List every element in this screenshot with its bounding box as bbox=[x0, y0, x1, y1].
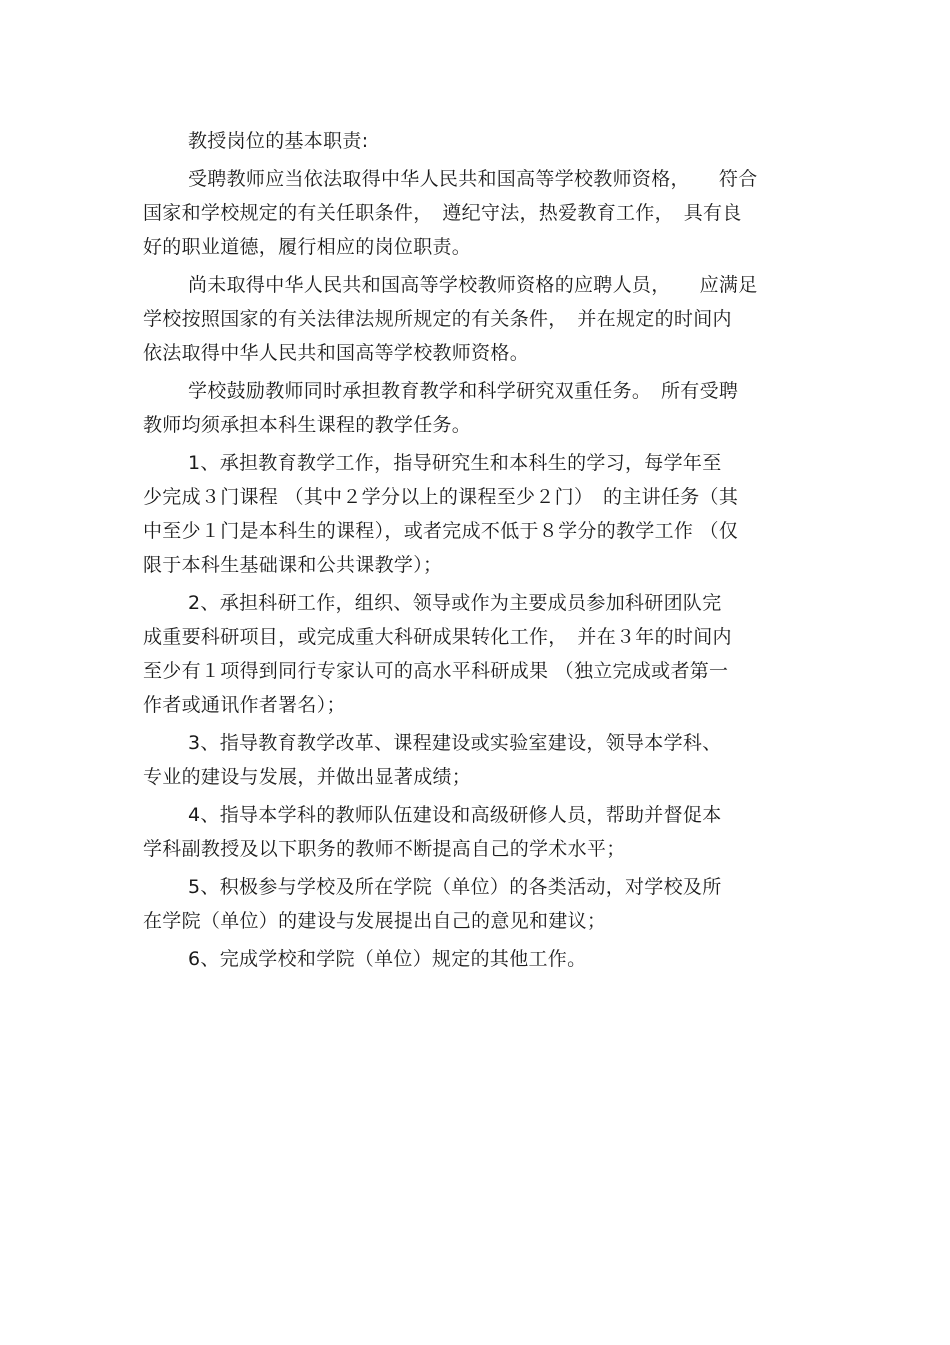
text-line: 国家和学校规定的有关任职条件， 遵纪守法，热爱教育工作， 具有良 bbox=[143, 202, 742, 224]
text-line: 在学院（单位）的建设与发展提出自己的意见和建议； bbox=[143, 910, 607, 932]
text-line: 尚未取得中华人民共和国高等学校教师资格的应聘人员， 应满足 bbox=[188, 274, 758, 296]
paragraph-dual-tasks bbox=[143, 374, 813, 442]
text-line: 好的职业道德，履行相应的岗位职责。 bbox=[143, 236, 472, 258]
text-line: 学校鼓励教师同时承担教育教学和科学研究双重任务。 所有受聘 bbox=[188, 380, 739, 402]
text-line: 少完成３门课程 （其中２学分以上的课程至少２门） 的主讲任务（其 bbox=[143, 486, 739, 508]
text-line: 专业的建设与发展，并做出显著成绩； bbox=[143, 766, 472, 788]
duty-item-3 bbox=[143, 726, 813, 794]
text-line: 成重要科研项目，或完成重大科研成果转化工作， 并在３年的时间内 bbox=[143, 626, 732, 648]
text-line: 作者或通讯作者署名）； bbox=[143, 694, 346, 716]
text-line: 教师均须承担本科生课程的教学任务。 bbox=[143, 414, 472, 436]
text-line: 2、承担科研工作，组织、领导或作为主要成员参加科研团队完 bbox=[188, 592, 722, 614]
text-line: 受聘教师应当依法取得中华人民共和国高等学校教师资格， 符合 bbox=[188, 168, 758, 190]
text-line: 学科副教授及以下职务的教师不断提高自己的学术水平； bbox=[143, 838, 626, 860]
text-line: 至少有１项得到同行专家认可的高水平科研成果 （独立完成或者第一 bbox=[143, 660, 729, 682]
text-line: 1、承担教育教学工作，指导研究生和本科生的学习，每学年至 bbox=[188, 452, 722, 474]
text-line: 5、积极参与学校及所在学院（单位）的各类活动，对学校及所 bbox=[188, 876, 722, 898]
text-line: 3、指导教育教学改革、课程建设或实验室建设，领导本学科、 bbox=[188, 732, 722, 754]
duty-item-4 bbox=[143, 798, 813, 866]
duty-item-2 bbox=[143, 586, 813, 722]
text-line: 限于本科生基础课和公共课教学）； bbox=[143, 554, 443, 576]
document-body bbox=[143, 124, 813, 976]
paragraph-applicants bbox=[143, 268, 813, 370]
text-line: 学校按照国家的有关法律法规所规定的有关条件， 并在规定的时间内 bbox=[143, 308, 732, 330]
text-line: 中至少１门是本科生的课程），或者完成不低于８学分的教学工作 （仅 bbox=[143, 520, 739, 542]
duty-item-6 bbox=[143, 942, 813, 976]
duty-item-1 bbox=[143, 446, 813, 582]
text-line: 4、指导本学科的教师队伍建设和高级研修人员，帮助并督促本 bbox=[188, 804, 722, 826]
section-heading: 教授岗位的基本职责: bbox=[188, 130, 369, 152]
text-line: 6、完成学校和学院（单位）规定的其他工作。 bbox=[188, 948, 587, 970]
text-line: 依法取得中华人民共和国高等学校教师资格。 bbox=[143, 342, 530, 364]
paragraph-qualification bbox=[143, 162, 813, 264]
duty-item-5 bbox=[143, 870, 813, 938]
